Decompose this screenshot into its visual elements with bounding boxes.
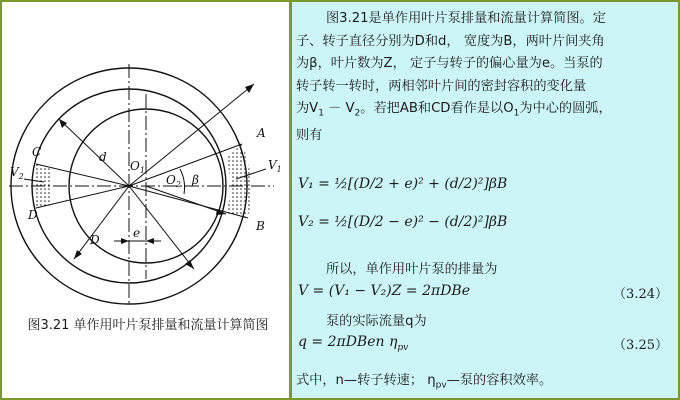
label-D: D bbox=[28, 208, 38, 222]
equation-number-3-25: （3.25） bbox=[613, 338, 668, 353]
figure-caption: 图3.21 单作用叶片泵排量和流量计算简图 bbox=[27, 318, 269, 333]
figure-panel bbox=[4, 4, 289, 396]
arrowhead-D-upper bbox=[59, 119, 67, 128]
equation-number-3-24: （3.24） bbox=[613, 287, 668, 302]
label-O2: $O_2$ bbox=[166, 173, 181, 189]
displacement-intro: 所以，单作用叶片泵的排量为 bbox=[326, 262, 498, 277]
vane-pump-diagram bbox=[4, 4, 289, 314]
text-panel bbox=[292, 2, 678, 398]
flow-intro: 泵的实际流量q为 bbox=[326, 314, 427, 329]
arrowhead-d bbox=[245, 84, 254, 93]
arrowhead-D-left bbox=[74, 250, 82, 259]
label-O1: $O_1$ bbox=[130, 159, 145, 175]
sealed-volume-right bbox=[226, 144, 251, 218]
formula-flow: q = 2πDBen $\eta_{pv}$ bbox=[298, 334, 409, 353]
intro-line-6: 则有 bbox=[296, 128, 323, 144]
intro-line-5: 为$V_1 - V_2$。若把AB和CD看作是以$O_1$为中心的圆弧， bbox=[296, 101, 612, 119]
symbol-explanation: 式中，n—转子转速； $\eta_{pv}—$泵的容积效率。 bbox=[296, 373, 553, 391]
label-V1: $V_1$ bbox=[268, 158, 282, 174]
intro-line-1: 图3.21是单作用叶片泵排量和流量计算简图。定 bbox=[326, 11, 606, 26]
intro-line-4: 转子转一转时，两相邻叶片间的密封容积的变化量 bbox=[296, 78, 587, 94]
label-V2: $V_2$ bbox=[10, 165, 24, 181]
arrowhead-e-left bbox=[121, 238, 129, 244]
label-e: e bbox=[133, 226, 141, 240]
label-beta: β bbox=[192, 173, 199, 187]
intro-line-2: 子、转子直径分别为D和d， 宽度为B，两叶片间夹角 bbox=[296, 33, 605, 49]
formula-displacement: V = (V₁ − V₂)Z = 2πDBe bbox=[298, 283, 471, 299]
label-D-dim: D bbox=[90, 233, 100, 247]
intro-line-3: 为β，叶片数为Z， 定子与转子的偏心量为e。当泵的 bbox=[296, 56, 603, 71]
formula-V1: V₁ = ½[(D/2 + e)² + (d/2)²]βB bbox=[298, 176, 508, 192]
label-B: B bbox=[256, 219, 265, 233]
label-d: d bbox=[99, 150, 107, 164]
formula-V2: V₂ = ½[(D/2 − e)² − (d/2)²]βB bbox=[298, 214, 508, 230]
rotor-radius-line bbox=[146, 186, 226, 214]
arrowhead-e-right bbox=[146, 238, 154, 244]
intro-paragraph bbox=[296, 8, 674, 148]
label-C: C bbox=[32, 145, 42, 159]
arrowhead-D-lower bbox=[185, 260, 194, 269]
label-A: A bbox=[257, 126, 266, 140]
